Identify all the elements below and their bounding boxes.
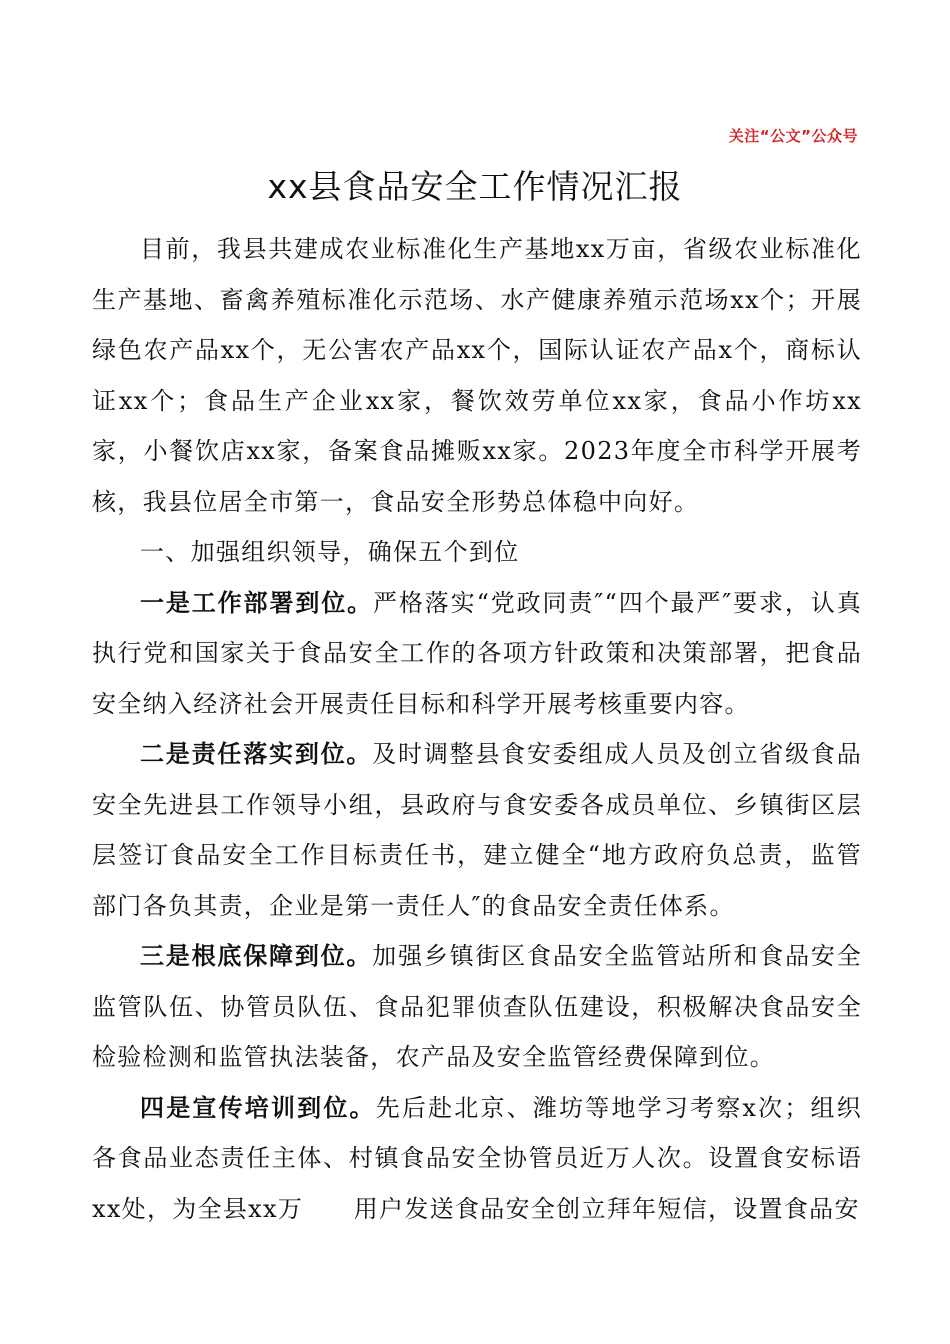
section-heading: 一、加强组织领导，确保五个到位 bbox=[140, 538, 520, 566]
point-text: 加强乡镇街区食品安全监管站所和食品安全监管队伍、协管员队伍、食品犯罪侦查队伍建设，积极解决食品安全检验检测和监管执法装备，农产品及安全监管经费保障到位。 bbox=[92, 942, 862, 1071]
point-paragraph-3 bbox=[92, 931, 862, 1083]
point-lead: 二是责任落实到位。 bbox=[140, 740, 373, 768]
point-lead: 一是工作部署到位。 bbox=[140, 588, 374, 617]
document-body bbox=[92, 224, 862, 1234]
point-text: 严格落实“党政同责″“四个最严″要求，认真执行党和国家关于食品安全工作的各项方针政策和决策部署，把食品安全纳入经济社会开展责任目标和科学开展考核重要内容。 bbox=[92, 588, 862, 718]
point-paragraph-2 bbox=[92, 729, 862, 931]
point-text: 先后赴北京、潍坊等地学习考察x次；组织各食品业态责任主体、村镇食品安全协管员近万人次。设置食安标语xx处，为全县xx万 用户发送食品安全创立拜年短信，设置食品安 bbox=[92, 1093, 863, 1223]
point-paragraph-4 bbox=[92, 1083, 862, 1235]
document-title: xx县食品安全工作情况汇报 bbox=[267, 167, 683, 206]
point-paragraph-1 bbox=[92, 578, 862, 730]
point-lead: 四是宣传培训到位。 bbox=[140, 1093, 376, 1122]
point-lead: 三是根底保障到位。 bbox=[140, 942, 373, 970]
point-text: 及时调整县食安委组成人员及创立省级食品安全先进县工作领导小组，县政府与食安委各成员单位、乡镇街区层层签订食品安全工作目标责任书，建立健全“地方政府负总责，监管部门各负其责，企业是第一责任人″的食品安全责任体系。 bbox=[92, 740, 862, 920]
follow-account-note: 关注“公文”公众号 bbox=[728, 127, 858, 145]
intro-paragraph: 目前，我县共建成农业标准化生产基地xx万亩，省级农业标准化生产基地、畜禽养殖标准化示范场、水产健康养殖示范场xx个；开展绿色农产品xx个，无公害农产品xx个，国际认证农产品x个，商标认证xx个；食品生产企业xx家，餐饮效劳单位xx家，食品小作坊xx家，小餐饮店xx家，备案食品摊贩xx家。2023年度全市科学开展考核，我县位居全市第一，食品安全形势总体稳中向好。 bbox=[92, 235, 862, 516]
